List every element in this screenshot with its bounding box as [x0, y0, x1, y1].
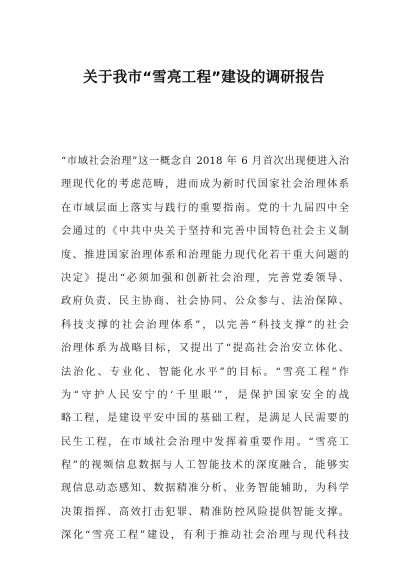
document-title: 关于我市“雪亮工程”建设的调研报告	[83, 70, 325, 86]
body-line: 程”的视频信息数据与人工智能技术的深度融合，能够实	[61, 460, 349, 472]
body-line: 科技支撑的社会治理体系”，以完善“科技支撑”的社会	[61, 319, 349, 331]
body-line: 治理体系为战略目标，又提出了“提高社会治安立体化、	[61, 343, 349, 355]
document-body	[61, 150, 349, 548]
body-line: 为“守护人民安宁的‘千里眼’”，是保护国家安全的战	[61, 389, 349, 401]
body-line: 法治化、专业化、智能化水平”的目标。“雪亮工程”作	[61, 366, 349, 378]
body-line: 在市域层面上落实与践行的重要指南。党的十九届四中全	[61, 202, 349, 214]
body-line: 决定》提出“必须加强和创新社会治理，完善党委领导、	[61, 272, 349, 284]
body-line: 政府负责、民主协商、社会协同、公众参与、法治保障、	[61, 296, 349, 308]
body-line: 深化“雪亮工程”建设，有利于推动社会治理与现代科技	[61, 530, 349, 542]
body-line: 民生工程，在市域社会治理中发挥着重要作用。“雪亮工	[61, 436, 349, 448]
body-line: 会通过的《中共中央关于坚持和完善中国特色社会主义制	[61, 226, 349, 238]
body-line: “市域社会治理”这一概念自 2018 年 6 月首次出现便进入治	[61, 156, 349, 167]
body-line: 理现代化的考虑范畴，进而成为新时代国家社会治理体系	[61, 179, 349, 191]
body-line: 现信息动态感知、数据精准分析、业务智能辅助，为科学	[61, 483, 349, 495]
body-line: 决策指挥、高效打击犯罪、精准防控风险提供智能支撑。	[61, 506, 349, 518]
body-line: 略工程，是建设平安中国的基础工程，是满足人民需要的	[61, 413, 349, 425]
body-line: 度、推进国家治理体系和治理能力现代化若干重大问题的	[61, 249, 349, 261]
